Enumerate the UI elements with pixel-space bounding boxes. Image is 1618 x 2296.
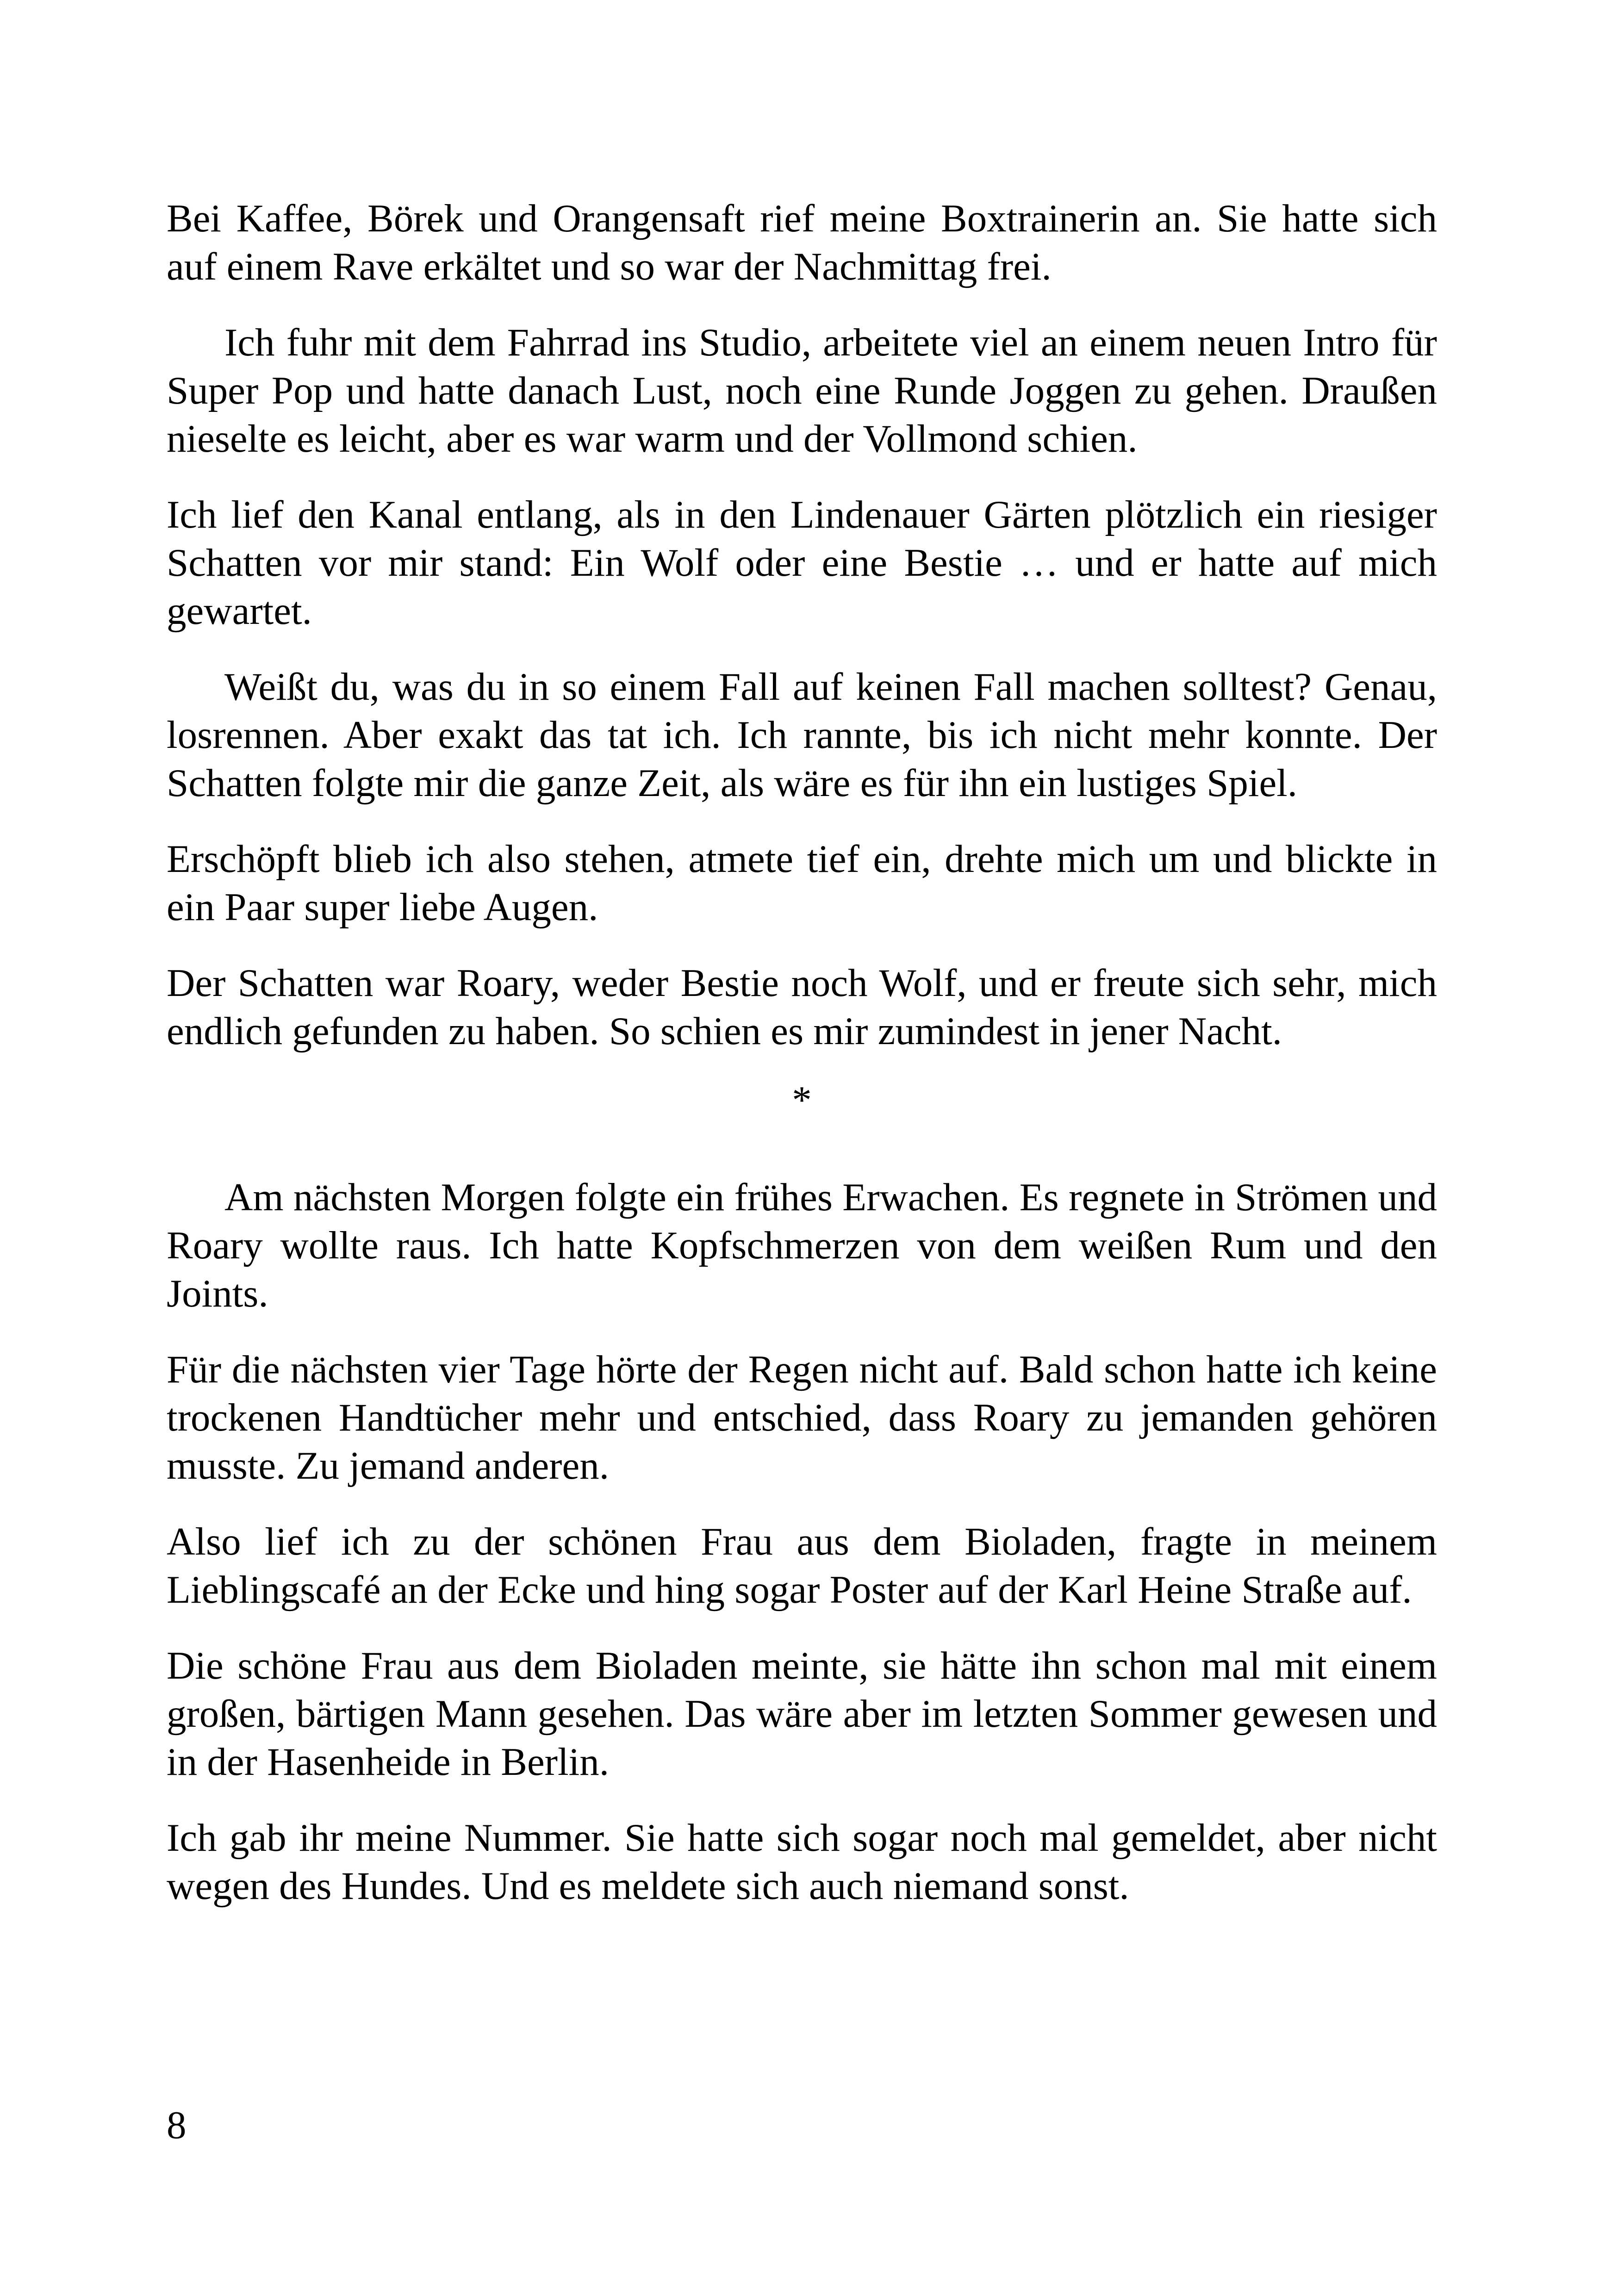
paragraph: Die schöne Frau aus dem Bioladen meinte, sie hätte ihn schon mal mit einem großen, bärtigen Mann gesehen. Das wäre aber im letzten Sommer gewesen und in der Hasenheide in Berlin.: [167, 1644, 1437, 1784]
paragraph: Der Schatten war Roary, weder Bestie noch Wolf, und er freute sich sehr, mich endlich gefunden zu haben. So schien es mir zumindest in jener Nacht.: [167, 961, 1437, 1053]
paragraph: Am nächsten Morgen folgte ein frühes Erwachen. Es regnete in Strömen und Roary wollte raus. Ich hatte Kopfschmerzen von dem weißen Rum und den Joints.: [167, 1176, 1437, 1315]
section-break-asterisk: *: [792, 1078, 812, 1122]
paragraph: Ich fuhr mit dem Fahrrad ins Studio, arbeitete viel an einem neuen Intro für Super Pop und hatte danach Lust, noch eine Runde Joggen zu gehen. Draußen nieselte es leicht, aber es war warm und der Vollmond schien.: [167, 321, 1437, 460]
paragraph: Also lief ich zu der schönen Frau aus dem Bioladen, fragte in meinem Lieblingscafé an der Ecke und hing sogar Poster auf der Karl Heine Straße auf.: [167, 1520, 1437, 1612]
page-body: [167, 194, 1437, 1938]
paragraph: Erschöpft blieb ich also stehen, atmete tief ein, drehte mich um und blickte in ein Paar super liebe Augen.: [167, 837, 1437, 929]
paragraph: Für die nächsten vier Tage hörte der Regen nicht auf. Bald schon hatte ich keine trockenen Handtücher mehr und entschied, dass Roary zu jemanden gehören musste. Zu jemand anderen.: [167, 1348, 1437, 1487]
page-number: 8: [167, 2103, 187, 2147]
paragraph: Ich lief den Kanal entlang, als in den Lindenauer Gärten plötzlich ein riesiger Schatten vor mir stand: Ein Wolf oder eine Bestie … und er hatte auf mich gewartet.: [167, 493, 1437, 633]
paragraph: Ich gab ihr meine Nummer. Sie hatte sich sogar noch mal gemeldet, aber nicht wegen des Hundes. Und es meldete sich auch niemand sonst.: [167, 1816, 1437, 1908]
paragraph: Bei Kaffee, Börek und Orangensaft rief meine Boxtrainerin an. Sie hatte sich auf einem Rave erkältet und so war der Nachmittag frei.: [167, 197, 1437, 288]
paragraph: Weißt du, was du in so einem Fall auf keinen Fall machen solltest? Genau, losrennen. Aber exakt das tat ich. Ich rannte, bis ich nicht mehr konnte. Der Schatten folgte mir die ganze Zeit, als wäre es für ihn ein lustiges Spiel.: [167, 665, 1437, 805]
